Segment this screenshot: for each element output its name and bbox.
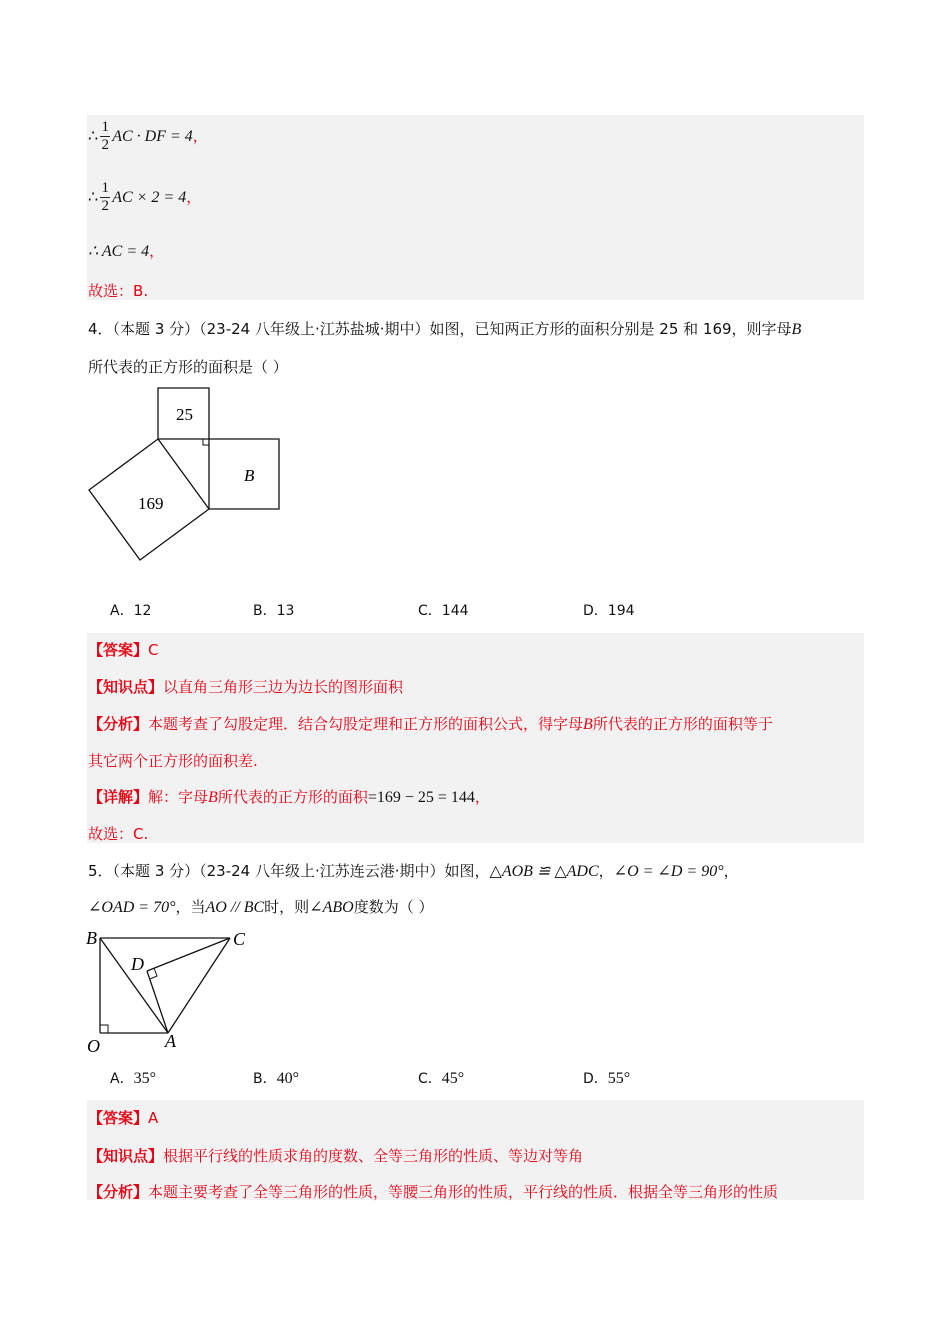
label-25: 25 (176, 405, 193, 424)
q4-analysis-line2: 其它两个正方形的面积差. (88, 752, 258, 770)
q5-stem-line2: ∠OAD = 70°，当AO // BC时，则∠ABO度数为（ ） (88, 898, 434, 916)
q4-stem-line1: 4．（本题 3 分）（23-24 八年级上·江苏盐城·期中）如图，已知两正方形的面积分别是 25 和 169，则字母B (88, 320, 802, 338)
top-line-3: ∴ AC = 4， (88, 242, 165, 260)
solution-block-q4 (87, 633, 864, 843)
label-O: O (87, 1036, 100, 1056)
q4-detail: 【详解】解：字母B所代表的正方形的面积=169 − 25 = 144， (88, 788, 490, 806)
q4-analysis-line1: 【分析】本题考查了勾股定理．结合勾股定理和正方形的面积公式，得字母B所代表的正方形的面积等于 (88, 715, 773, 733)
label-B: B (244, 466, 255, 485)
label-B: B (86, 928, 97, 948)
q5-figure-triangles (80, 925, 255, 1060)
segment-BA (100, 938, 168, 1033)
label-C: C (233, 929, 246, 949)
top-choice: 故选：B. (88, 282, 149, 300)
q5-option-a[interactable]: A．35° (110, 1070, 156, 1087)
q5-answer: 【答案】A (88, 1109, 159, 1127)
segment-CD (147, 938, 230, 971)
segment-CA (168, 938, 230, 1033)
q5-stem-line1: 5．（本题 3 分）（23-24 八年级上·江苏连云港·期中）如图，△AOB ≌ △ADC，∠O = ∠D = 90°， (88, 862, 739, 880)
top-line-1: ∴ $\frac{1}{2}$ AC · DF = 4， (88, 119, 208, 153)
q4-option-a[interactable]: A．12 (110, 603, 152, 619)
q4-choice: 故选：C. (88, 825, 149, 843)
q4-option-d[interactable]: D．194 (583, 603, 635, 619)
right-angle-mark (203, 439, 209, 445)
label-169: 169 (138, 494, 164, 513)
q4-figure-squares (85, 385, 285, 565)
segment-DA (147, 971, 168, 1033)
top-line-2: ∴ $\frac{1}{2}$ AC × 2 = 4， (88, 180, 202, 214)
label-D: D (131, 954, 144, 974)
q5-analysis: 【分析】本题主要考查了全等三角形的性质，等腰三角形的性质，平行线的性质．根据全等三角形的性质 (88, 1183, 779, 1201)
q4-knowledge: 【知识点】以直角三角形三边为边长的图形面积 (88, 678, 404, 696)
q5-option-c[interactable]: C．45° (418, 1070, 465, 1087)
right-angle-mark-O (100, 1025, 108, 1033)
q5-knowledge: 【知识点】根据平行线的性质求角的度数、全等三角形的性质、等边对等角 (88, 1147, 584, 1165)
label-A: A (165, 1031, 176, 1051)
q5-option-b[interactable]: B．40° (253, 1070, 300, 1087)
q4-answer: 【答案】C (88, 641, 159, 659)
fraction: $\frac{1}{2}$ (101, 119, 109, 153)
q5-option-d[interactable]: D．55° (583, 1070, 631, 1087)
q4-option-b[interactable]: B．13 (253, 603, 295, 619)
fraction: $\frac{1}{2}$ (101, 180, 109, 214)
q4-option-c[interactable]: C．144 (418, 603, 469, 619)
q4-stem-line2: 所代表的正方形的面积是（ ） (88, 358, 288, 376)
